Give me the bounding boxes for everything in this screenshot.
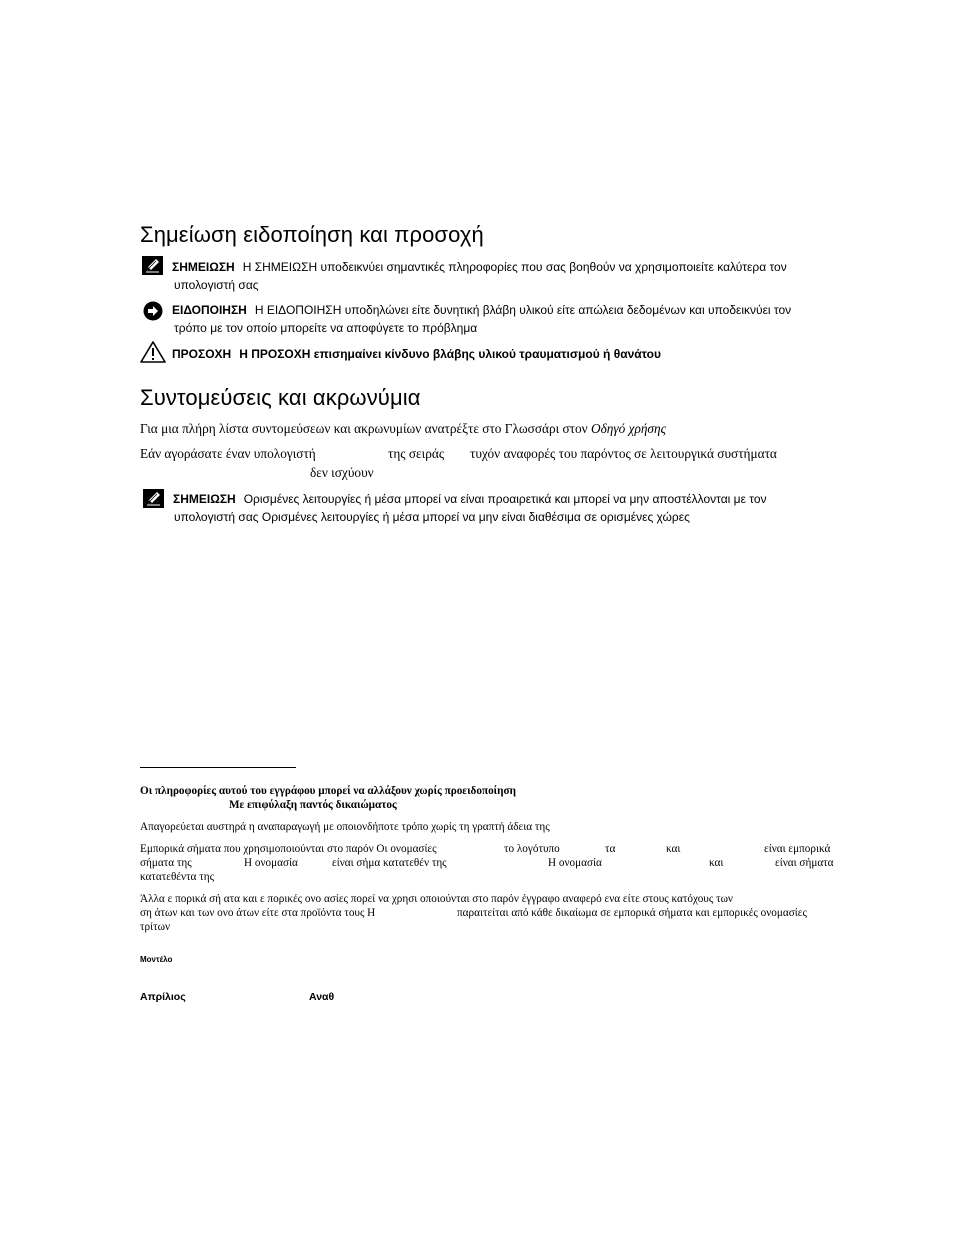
users-guide-reference: Οδηγό χρήσης (591, 421, 666, 436)
note-2-text: Ορισμένες λειτουργίες ή μέσα μπορεί να είναι προαιρετικά και μπορεί να μην αποστέλλονται με τον (243, 492, 767, 506)
warning-text: Η ΕΙΔΟΠΟΙΗΣΗ υποδηλώνει είτε δυνητική βλάβη υλικού είτε απώλεια δεδομένων και υποδεικνύει τον (254, 303, 792, 317)
revision-label: Αναθ (309, 991, 335, 1003)
trademarks-2-a: Άλλα ε πορικά σή ατα και ε πορικές ονο ασίες πορεί να χρησι οποιούνται στο παρόν έγγραφο αναφερό ενα είτε στους κατόχους των (140, 893, 733, 905)
trademarks-1-l: κατατεθέντα της (140, 871, 214, 883)
warning-line-2: τρόπο με τον οποίο μπορείτε να αποφύγετε το πρόβλημα (174, 321, 478, 335)
warning-circle-arrow-icon (143, 301, 163, 321)
note-1-line-1 (172, 260, 787, 274)
note-2-line-1 (173, 492, 767, 506)
abbr-paragraph-2-part-d: δεν ισχύουν (310, 465, 374, 480)
abbr-paragraph-1-text: Για μια πλήρη λίστα συντομεύσεων και ακρωνυμίων ανατρέξτε στο Γλωσσάρι στον (140, 421, 592, 436)
warning-label: ΕΙΔΟΠΟΙΗΣΗ (172, 303, 247, 317)
all-rights-reserved: Με επιφύλαξη παντός δικαιώματος (229, 799, 397, 811)
abbr-paragraph-2-part-a: Εάν αγοράσατε έναν υπολογιστή (140, 446, 316, 461)
trademarks-1-f: σήματα της (140, 857, 192, 869)
trademarks-1-h: είναι σήμα κατατεθέν της (332, 857, 447, 869)
note-1-line-2: υπολογιστή σας (174, 278, 259, 292)
trademarks-1-c: τα (605, 843, 616, 855)
model-label: Μοντέλο (140, 955, 173, 964)
caution-triangle-icon (140, 341, 166, 363)
note-pencil-icon (142, 256, 163, 275)
abbr-paragraph-2-part-c: τυχόν αναφορές του παρόντος σε λειτουργικά συστήματα (470, 446, 777, 461)
warning-line-1 (172, 303, 791, 317)
abbr-paragraph-1 (140, 421, 666, 437)
trademarks-2-b: ση άτων και των ονο άτων είτε στα προϊόντα τους Η (140, 907, 376, 919)
trademarks-2-d: τρίτων (140, 921, 171, 933)
trademarks-1-j: και (709, 857, 724, 869)
caution-text: Η ΠΡΟΣΟΧΗ επισημαίνει κίνδυνο βλάβης υλικού τραυματισμού ή θανάτου (239, 347, 661, 361)
note-pencil-icon (143, 489, 164, 508)
abbr-paragraph-2-part-b: της σειράς (388, 446, 445, 461)
trademarks-1-k: είναι σήματα (775, 857, 834, 869)
trademarks-1-d: και (666, 843, 681, 855)
reproduction-prohibited: Απαγορεύεται αυστηρά η αναπαραγωγή με οποιονδήποτε τρόπο χωρίς τη γραπτή άδεια της (140, 821, 550, 833)
info-change-notice: Οι πληροφορίες αυτού του εγγράφου μπορεί να αλλάξουν χωρίς προειδοποίηση (140, 785, 516, 797)
trademarks-1-b: το λογότυπο (504, 843, 560, 855)
section-heading-abbreviations: Συντομεύσεις και ακρωνύμια (140, 385, 421, 410)
publication-month: Απρίλιος (140, 991, 186, 1003)
note-2-line-2: υπολογιστή σας Ορισμένες λειτουργίες ή μέσα μπορεί να μην είναι διαθέσιμα σε ορισμένες χώρες (174, 510, 690, 524)
trademarks-2-c: παραιτείται από κάθε δικαίωμα σε εμπορικά σήματα και εμπορικές ονομασίες (457, 907, 807, 919)
footer-divider (140, 767, 296, 768)
trademarks-1-i: Η ονομασία (548, 857, 602, 869)
trademarks-1-a: Εμπορικά σήματα που χρησιμοποιούνται στο παρόν Οι ονομασίες (140, 843, 437, 855)
section-heading-notes: Σημείωση ειδοποίηση και προσοχή (140, 222, 484, 247)
note-1-text: Η ΣΗΜΕΙΩΣΗ υποδεικνύει σημαντικές πληροφορίες που σας βοηθούν να χρησιμοποιείτε καλύτερα τον (242, 260, 787, 274)
note-2-label: ΣΗΜΕΙΩΣΗ (173, 492, 236, 506)
trademarks-1-e: είναι εμπορικά (764, 843, 831, 855)
caution-line (172, 347, 661, 361)
note-1-label: ΣΗΜΕΙΩΣΗ (172, 260, 235, 274)
trademarks-1-g: Η ονομασία (244, 857, 298, 869)
caution-label: ΠΡΟΣΟΧΗ (172, 347, 232, 361)
